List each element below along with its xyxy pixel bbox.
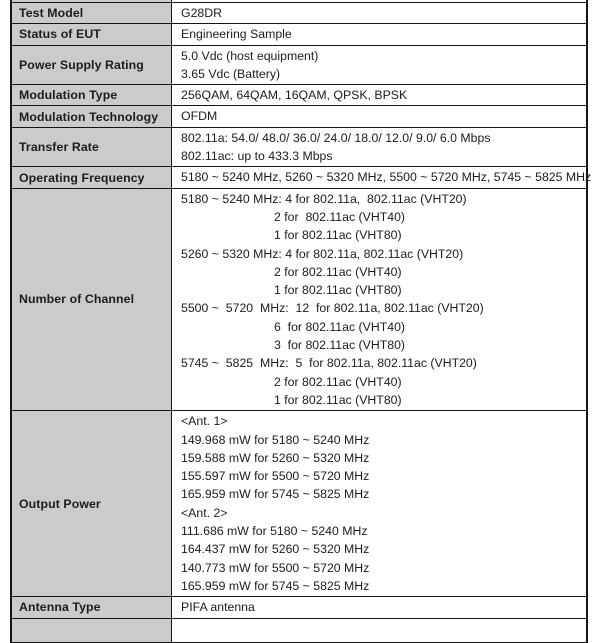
partial-row-bottom [11,618,587,642]
value-line: 140.773 mW for 5500 ~ 5720 MHz [181,560,370,575]
value-line: 1 for 802.11ac (VHT80) [274,283,402,298]
table-row [11,106,587,127]
value-line: 1 for 802.11ac (VHT80) [274,228,402,243]
row-value [172,597,588,618]
value-line: 155.597 mW for 5500 ~ 5720 MHz [181,469,370,484]
value-line: 3.65 Vdc (Battery) [181,66,281,81]
value-line: 802.11a: 54.0/ 48.0/ 36.0/ 24.0/ 18.0/ 12.0/ 9.0/ 6.0 Mbps [181,130,491,145]
row-label: Number of Channel [11,188,172,411]
value-line: OFDM [181,109,218,124]
row-label [11,618,172,642]
table-row [11,24,587,45]
value-line: 2 for 802.11ac (VHT40) [274,209,406,224]
value-line: 149.968 mW for 5180 ~ 5240 MHz [181,432,370,447]
row-label: Status of EUT [11,24,172,45]
value-line: 3 for 802.11ac (VHT80) [274,338,406,353]
value-line: 5.0 Vdc (host equipment) [181,48,319,63]
row-value [172,188,588,411]
value-line: 5260 ~ 5320 MHz: 4 for 802.11a, 802.11ac (VHT20) [181,246,464,261]
table-row [11,3,587,24]
row-label: Modulation Type [11,85,172,106]
row-value [172,127,588,167]
value-line: Engineering Sample [181,27,292,42]
table-row [11,127,587,167]
eut-spec-table [10,0,592,643]
value-line: <Ant. 2> [181,505,228,520]
value-line: 5180 ~ 5240 MHz: 4 for 802.11a, 802.11ac (VHT20) [181,191,467,206]
value-line: 159.588 mW for 5260 ~ 5320 MHz [181,450,370,465]
row-label: Output Power [11,411,172,597]
value-line: 165.959 mW for 5745 ~ 5825 MHz [181,578,370,593]
value-line: 256QAM, 64QAM, 16QAM, QPSK, BPSK [181,88,408,103]
row-value [172,24,588,45]
value-line: 1 for 802.11ac (VHT80) [274,392,402,407]
value-line: 5500 ~ 5720 MHz: 12 for 802.11a, 802.11ac (VHT20) [181,301,484,316]
row-value [172,85,588,106]
table-row [11,188,587,411]
value-line: <Ant. 1> [181,414,228,429]
value-line: 802.11ac: up to 433.3 Mbps [181,149,333,164]
value-line: 111.686 mW for 5180 ~ 5240 MHz [181,524,368,539]
value-line: G28DR [181,6,223,20]
value-line: 165.959 mW for 5745 ~ 5825 MHz [181,487,370,502]
row-label: Antenna Type [11,597,172,618]
table-row [11,167,587,188]
row-value [172,3,588,24]
table-row [11,85,587,106]
row-value [172,106,588,127]
row-value [172,167,592,188]
row-value [172,45,588,85]
table-row [11,597,587,618]
value-line: 6 for 802.11ac (VHT40) [274,319,406,334]
row-label: Power Supply Rating [11,45,172,85]
table-row [11,411,587,597]
row-value [172,411,588,597]
value-line: 5180 ~ 5240 MHz, 5260 ~ 5320 MHz, 5500 ~ 5720 MHz, 5745 ~ 5825 MHz [181,170,592,185]
value-line: 2 for 802.11ac (VHT40) [274,374,402,389]
row-label: Modulation Technology [11,106,172,127]
value-line: 5745 ~ 5825 MHz: 5 for 802.11a, 802.11ac (VHT20) [181,356,477,371]
row-label: Test Model [11,3,172,24]
row-label: Transfer Rate [11,127,172,167]
value-line: PIFA antenna [181,600,255,615]
row-label: Operating Frequency [11,167,172,188]
table-row [11,45,587,85]
row-value [172,618,588,642]
value-line: 2 for 802.11ac (VHT40) [274,264,402,279]
value-line: 164.437 mW for 5260 ~ 5320 MHz [181,542,370,557]
